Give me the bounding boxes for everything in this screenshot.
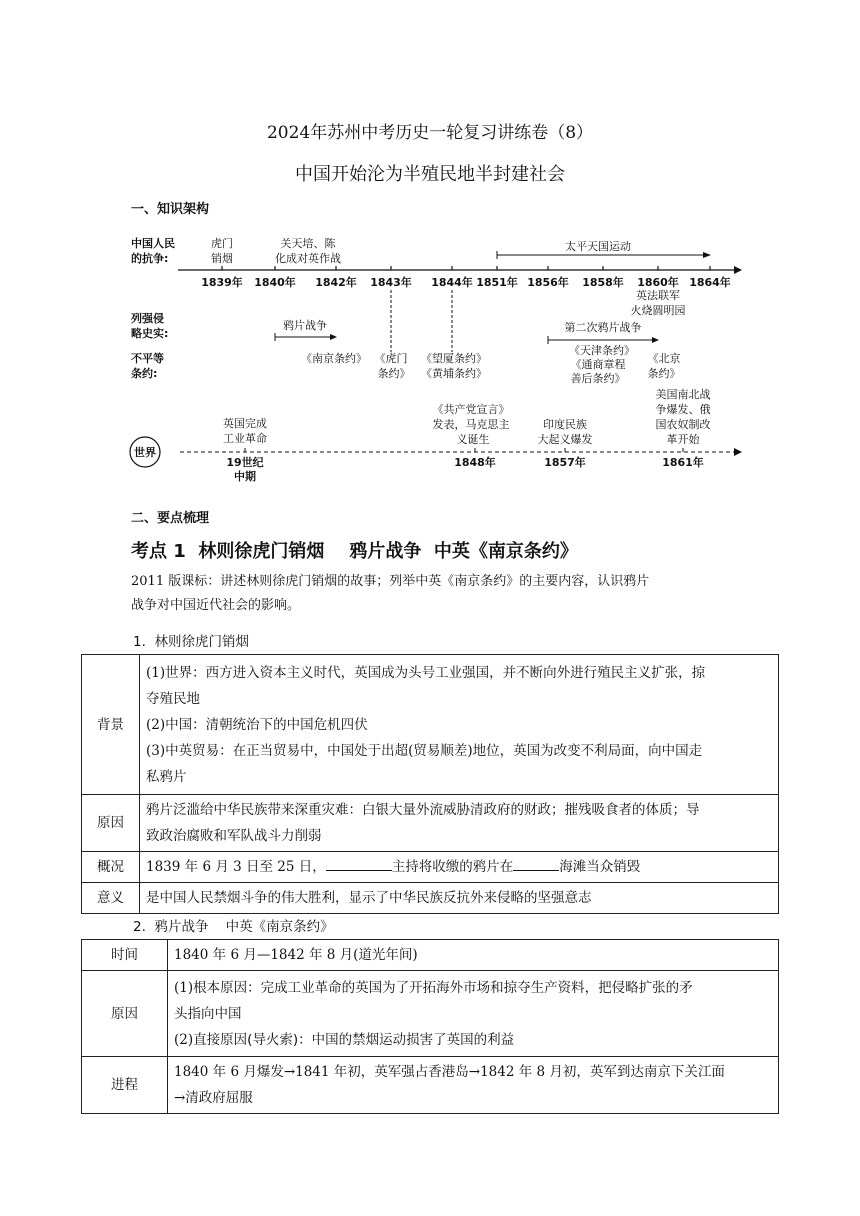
- world-label: 世界: [134, 446, 156, 459]
- world-year-c19-1: 19世纪: [226, 456, 264, 469]
- row-label-treaty-1: 不平等: [131, 352, 164, 365]
- table-row-overview: [82, 852, 779, 883]
- year-1843: 1843年: [370, 276, 412, 289]
- event-guan-2: 化成对英作战: [275, 252, 341, 265]
- subheading-1: 1. 林则徐虎门销烟: [133, 634, 249, 650]
- knowledge-timeline: [0, 0, 860, 500]
- world-manifesto-1: 《共产党宣言》: [432, 403, 510, 416]
- event-opium-war-2: 第二次鸦片战争: [564, 321, 642, 334]
- cell2-head-time: 时间: [82, 940, 168, 971]
- cell2-cause: (1)根本原因：完成工业革命的英国为了开拓海外市场和掠夺生产资料，把侵略扩张的矛 头指向中国 (2)直接原因(导火索)：中国的禁烟运动损害了英国的利益: [168, 971, 779, 1057]
- event-burn-2: 火烧圆明园: [630, 304, 686, 317]
- treaty-tongshang-2: 善后条约》: [570, 372, 626, 385]
- event-burn-1: 英法联军: [636, 289, 680, 302]
- table2-row-time: [82, 940, 779, 971]
- table-row-background: [82, 655, 779, 795]
- world-year-1848: 1848年: [454, 456, 496, 469]
- cell-overview: 1839 年 6 月 3 日至 25 日， 主持将收缴的鸦片在 海滩当众销毁: [140, 852, 779, 883]
- cell-head-cause: 原因: [82, 795, 140, 852]
- table-opium-war: [81, 939, 779, 1114]
- world-year-1861: 1861年: [662, 456, 704, 469]
- row-label-resist-1: 中国人民: [131, 237, 175, 250]
- treaty-tongshang-1: 《通商章程: [570, 358, 626, 371]
- treaty-humen-1: 《虎门: [374, 352, 408, 365]
- year-1858: 1858年: [582, 276, 624, 289]
- year-1839: 1839年: [201, 276, 243, 289]
- row-label-treaty-2: 条约:: [131, 367, 158, 380]
- world-ticks: [245, 448, 683, 452]
- table-humen: [81, 654, 779, 914]
- cell-head-significance: 意义: [82, 883, 140, 914]
- row-label-resist-2: 的抗争:: [131, 252, 169, 265]
- world-uk-2: 工业革命: [223, 432, 267, 445]
- cell2-head-progress: 进程: [82, 1057, 168, 1114]
- row-label-invade-2: 略史实:: [131, 327, 169, 340]
- year-1860: 1860年: [637, 276, 679, 289]
- page-title: 2024年苏州中考历史一轮复习讲练卷（8）: [266, 123, 594, 143]
- year-1864: 1864年: [689, 276, 731, 289]
- treaty-tianjin: 《天津条约》: [569, 344, 635, 357]
- world-india-2: 大起义爆发: [537, 433, 593, 446]
- table2-row-cause: [82, 971, 779, 1057]
- cell-background: (1)世界：西方进入资本主义时代，英国成为头号工业强国，并不断向外进行殖民主义扩张，掠 夺殖民地 (2)中国：清朝统治下的中国危机四伏 (3)中英贸易：在正当贸易中，中国处于出超(贸易顺差)地位，英国为改变不利局面，向中国走 私鸦片: [140, 655, 779, 795]
- world-india-1: 印度民族: [543, 418, 587, 431]
- kaodian-heading: 考点 1 林则徐虎门销烟 鸦片战争 中英《南京条约》: [131, 541, 578, 562]
- page-subtitle: 中国开始沦为半殖民地半封建社会: [295, 164, 565, 185]
- cell2-time: 1840 年 6 月—1842 年 8 月(道光年间): [168, 940, 779, 971]
- table-row-cause: [82, 795, 779, 852]
- year-1844: 1844年: [431, 276, 473, 289]
- treaty-humen-2: 条约》: [377, 367, 411, 380]
- treaty-wangxia: 《望厦条约》: [421, 352, 487, 365]
- cell2-head-cause: 原因: [82, 971, 168, 1057]
- event-taiping: 太平天国运动: [565, 240, 631, 253]
- main-axis-arrow: [734, 266, 742, 274]
- subheading-2: 2. 鸦片战争 中英《南京条约》: [133, 919, 334, 935]
- cell-cause: 鸦片泛滥给中华民族带来深重灾难：白银大量外流威胁清政府的财政；摧残吸食者的体质；导 致政治腐败和军队战斗力削弱: [140, 795, 779, 852]
- table-row-significance: [82, 883, 779, 914]
- world-axis-arrow: [734, 448, 742, 456]
- world-manifesto-3: 义诞生: [456, 433, 490, 446]
- treaty-huangpu: 《黄埔条约》: [421, 367, 487, 380]
- world-us-3: 国农奴制改: [655, 418, 711, 431]
- world-year-c19-2: 中期: [234, 470, 256, 483]
- event-guan-1: 关天培、陈: [280, 237, 336, 250]
- cell-head-overview: 概况: [82, 852, 140, 883]
- curriculum-standard-line1: 2011 版课标：讲述林则徐虎门销烟的故事；列举中英《南京条约》的主要内容，认识鸦片: [131, 574, 650, 589]
- row-label-invade-1: 列强侵: [131, 312, 164, 325]
- cell-significance: 是中国人民禁烟斗争的伟大胜利，显示了中华民族反抗外来侵略的坚强意志: [140, 883, 779, 914]
- event-humen-2: 销烟: [211, 252, 233, 265]
- year-1851: 1851年: [476, 276, 518, 289]
- table2-row-progress: [82, 1057, 779, 1114]
- blank-place[interactable]: [513, 856, 559, 871]
- year-1840: 1840年: [254, 276, 296, 289]
- curriculum-standard-line2: 战争对中国近代社会的影响。: [131, 598, 301, 613]
- world-us-4: 革开始: [666, 433, 700, 446]
- event-opium-war: 鸦片战争: [283, 319, 327, 332]
- treaty-nanjing: 《南京条约》: [301, 352, 367, 365]
- world-uk-1: 英国完成: [223, 417, 267, 430]
- world-us-1: 美国南北战: [655, 388, 711, 401]
- cell-head-background: 背景: [82, 655, 140, 795]
- world-year-1857: 1857年: [544, 456, 586, 469]
- section-heading-1: 一、知识架构: [131, 202, 210, 217]
- event-humen-1: 虎门: [211, 237, 233, 250]
- world-manifesto-2: 发表，马克思主: [432, 418, 510, 431]
- world-us-2: 争爆发、俄: [655, 403, 711, 416]
- year-1842: 1842年: [315, 276, 357, 289]
- treaty-beijing-1: 《北京: [647, 352, 681, 365]
- year-1856: 1856年: [527, 276, 569, 289]
- section-heading-2: 二、要点梳理: [131, 511, 210, 526]
- treaty-beijing-2: 条约》: [647, 367, 681, 380]
- blank-person[interactable]: [326, 856, 392, 871]
- cell2-progress: 1840 年 6 月爆发→1841 年初，英军强占香港岛→1842 年 8 月初，英军到达南京下关江面 →清政府屈服: [168, 1057, 779, 1114]
